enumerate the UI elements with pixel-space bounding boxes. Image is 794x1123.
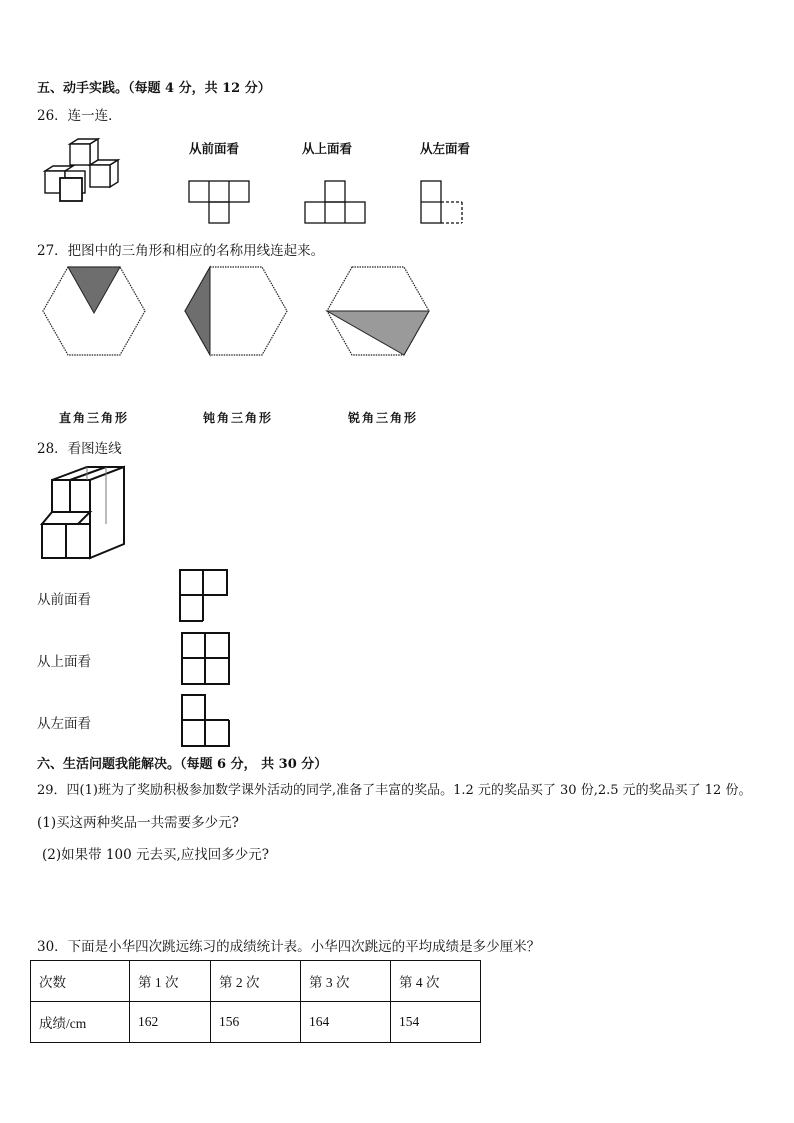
table-header-cell: 第 4 次 (391, 961, 481, 1002)
table-header-cell: 第 2 次 (211, 961, 301, 1002)
q28-view-shape-front (179, 569, 229, 623)
q26-label: 26．连一连． (37, 108, 122, 124)
table-cell: 162 (130, 1002, 211, 1043)
q26-view-shape-l (420, 180, 464, 224)
table-cell: 164 (301, 1002, 391, 1043)
q30-text: 30．下面是小华四次跳远练习的成绩统计表。小华四次跳远的平均成绩是多少厘米？ (37, 939, 541, 955)
q28-view-label-top: 从上面看 (37, 654, 91, 670)
table-header-cell: 第 3 次 (301, 961, 391, 1002)
score-table (30, 960, 481, 1043)
table-cell: 成绩/cm (31, 1002, 130, 1043)
q26-view-label-top: 从上面看 (302, 141, 353, 156)
q27-hexagon-acute-triangle (326, 266, 430, 356)
table-header-cell: 第 1 次 (130, 961, 211, 1002)
q26-view-label-front: 从前面看 (189, 141, 240, 156)
q27-name-acute: 锐角三角形 (348, 411, 419, 425)
q27-name-obtuse: 钝角三角形 (203, 411, 274, 425)
table-cell: 156 (211, 1002, 301, 1043)
q26-cube-figure (40, 138, 130, 208)
q27-hexagon-obtuse-triangle (184, 266, 288, 356)
q28-view-label-left: 从左面看 (37, 716, 91, 732)
q29-sub-1: (1)买这两种奖品一共需要多少元? (37, 815, 239, 831)
q28-view-shape-top (181, 632, 231, 686)
q29-text: 29．四(1)班为了奖励积极参加数学课外活动的同学,准备了丰富的奖品。1.2 元的奖品买了 30 份,2.5 元的奖品买了 12 份。 (37, 783, 752, 798)
q28-view-label-front: 从前面看 (37, 592, 91, 608)
table-header-cell: 次数 (31, 961, 130, 1002)
table-header-row (31, 961, 481, 1002)
section-6-heading: 六、生活问题我能解决。（每题 6 分， 共 30 分） (37, 757, 328, 772)
q28-block-figure (40, 464, 130, 560)
q27-name-right: 直角三角形 (59, 411, 130, 425)
section-5-heading: 五、动手实践。（每题 4 分，共 12 分） (37, 81, 271, 96)
q27-label: 27．把图中的三角形和相应的名称用线连起来。 (37, 243, 325, 259)
q28-label: 28．看图连线 (37, 441, 122, 457)
table-row (31, 1002, 481, 1043)
table-cell: 154 (391, 1002, 481, 1043)
q26-view-label-left: 从左面看 (420, 141, 471, 156)
q26-view-shape-t (188, 180, 250, 224)
q26-view-shape-inverted-t (304, 180, 366, 224)
q29-sub-2: (2)如果带 100 元去买,应找回多少元? (42, 847, 270, 863)
q27-hexagon-right-triangle (42, 266, 146, 356)
q28-view-shape-left (181, 694, 231, 748)
